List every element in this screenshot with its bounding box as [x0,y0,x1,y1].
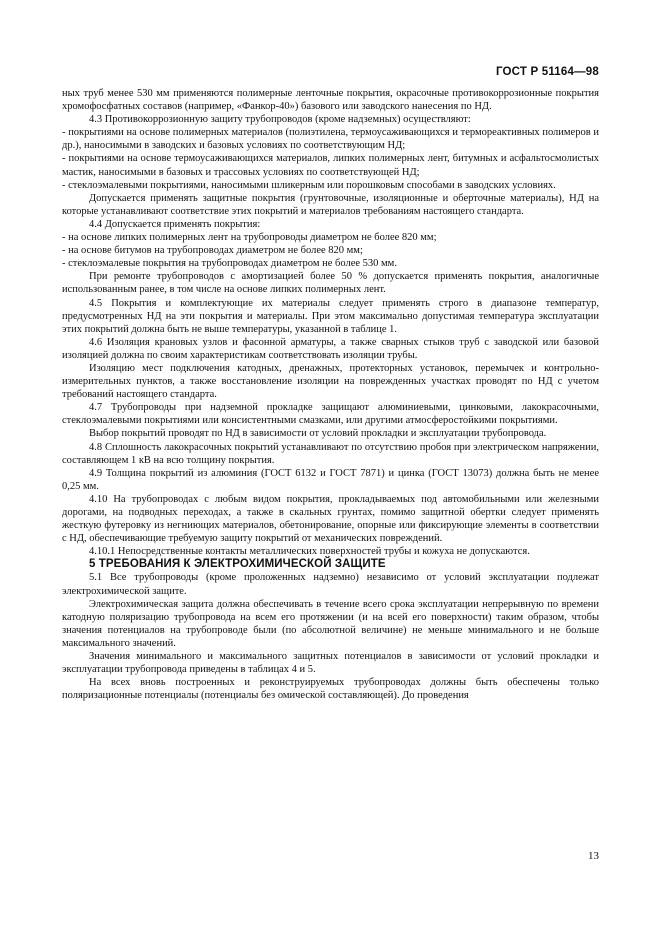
paragraph: Значения минимального и максимального защитных потенциалов в зависимости от условий прокладки и эксплуатации трубопровода приведены в таблицах 4 и 5. [62,651,599,676]
list-item: - на основе битумов на трубопроводах диаметром не более 820 мм; [62,245,363,257]
paragraph-4-9: 4.9 Толщина покрытий из алюминия (ГОСТ 6132 и ГОСТ 7871) и цинка (ГОСТ 13073) должна быть не менее 0,25 мм. [62,467,599,492]
paragraph-4-5: 4.5 Покрытия и комплектующие их материалы следует применять строго в диапазоне температур, предусмотренных НД на эти покрытия и материалы. При этом максимально допустимая температура эксплуатации этих покрытий должна быть не выше температуры, указанной в таблице 1. [62,297,599,335]
paragraph-4-4: 4.4 Допускается применять покрытия: [89,218,261,230]
section-heading: 5 ТРЕБОВАНИЯ К ЭЛЕКТРОХИМИЧЕСКОЙ ЗАЩИТЕ [89,558,386,571]
paragraph-4-8: 4.8 Сплошность лакокрасочных покрытий устанавливают по отсутствию пробоя при электрическом напряжении, составляющем 1 кВ на всю толщину покрытия. [62,441,599,466]
paragraph-4-6: 4.6 Изоляция крановых узлов и фасонной арматуры, а также сварных стыков труб с заводской или базовой изоляцией должна по своим характеристикам соответствовать изоляции трубы. [62,336,599,361]
paragraph-5-1: 5.1 Все трубопроводы (кроме проложенных надземно) независимо от условий эксплуатации подлежат электрохимической защите. [62,572,599,597]
paragraph: При ремонте трубопроводов с амортизацией более 50 % допускается применять покрытия, аналогичные использованным ранее, в том числе на основе липких полимерных лент. [62,271,599,296]
list-item: - покрытиями на основе полимерных материалов (полиэтилена, термоусаживающихся и термореактивных полимеров и др.), наносимыми в заводских и базовых условиях по соответствующим НД; [62,127,599,152]
page-number: 13 [588,850,599,862]
list-item: - покрытиями на основе термоусаживающихся материалов, липких полимерных лент, битумных и асфальтосмолистых мастик, наносимыми в базовых и трассовых условиях по соответствующей НД; [62,153,599,178]
paragraph-4-10: 4.10 На трубопроводах с любым видом покрытия, прокладываемых под автомобильными или железными дорогами, на подводных переходах, а также в скальных грунтах, помимо защитной обертки следует применять жесткую футеровку из негниющих материалов, обетонирование, опорные или фиксирующие элементы в соответствии с НД, обеспечивающие требуемую защиту покрытий от механических повреждений. [62,493,599,545]
paragraph-4-3: 4.3 Противокоррозионную защиту трубопроводов (кроме надземных) осуществляют: [89,114,471,126]
paragraph-4-10-1: 4.10.1 Непосредственные контакты металлических поверхностей трубы и кожуха не допускаются. [89,546,530,558]
paragraph: Изоляцию мест подключения катодных, дренажных, протекторных установок, перемычек и контрольно-измерительных пунктов, а также восстановление изоляции на поврежденных участках проводят по НД с учетом требований настоящего стандарта. [62,362,599,401]
paragraph-continuation: ных труб менее 530 мм применяются полимерные ленточные покрытия, окрасочные противокоррозионные покрытия хромофосфатных составов (например, «Фанкор-40») базового или заводского нанесения по НД. [62,88,599,113]
document-header: ГОСТ Р 51164—98 [495,66,599,78]
paragraph-4-7: 4.7 Трубопроводы при надземной прокладке защищают алюминиевыми, цинковыми, лакокрасочными, стеклоэмалевыми покрытиями или консистентными смазками, или другими атмосферостойкими покрытиями. [62,402,599,427]
list-item: - стеклоэмалевые покрытия на трубопроводах диаметром не более 530 мм. [62,258,397,270]
list-item: - на основе липких полимерных лент на трубопроводы диаметром не более 820 мм; [62,232,437,244]
paragraph: Электрохимическая защита должна обеспечивать в течение всего срока эксплуатации непрерывную по времени катодную поляризацию трубопровода на всем его протяжении (и на всей его поверхности) таким образом, чтобы значения потенциалов на трубопроводе были (по абсолютной величине) не меньше минимального и не больше максимального значений. [62,598,599,649]
paragraph: Допускается применять защитные покрытия (грунтовочные, изоляционные и оберточные материалы), НД на которые устанавливают соответствие этих покрытий и материалов требованиям настоящего стандарта. [62,192,599,217]
paragraph: Выбор покрытий проводят по НД в зависимости от условий прокладки и эксплуатации трубопровода. [89,428,547,440]
list-item: - стеклоэмалевыми покрытиями, наносимыми шликерным или порошковым способами в заводских условиях. [62,179,556,191]
paragraph: На всех вновь построенных и реконструируемых трубопроводах должны быть обеспечены только поляризационные потенциалы (потенциалы без омической составляющей). До проведения [62,677,599,702]
document-body [62,87,599,702]
